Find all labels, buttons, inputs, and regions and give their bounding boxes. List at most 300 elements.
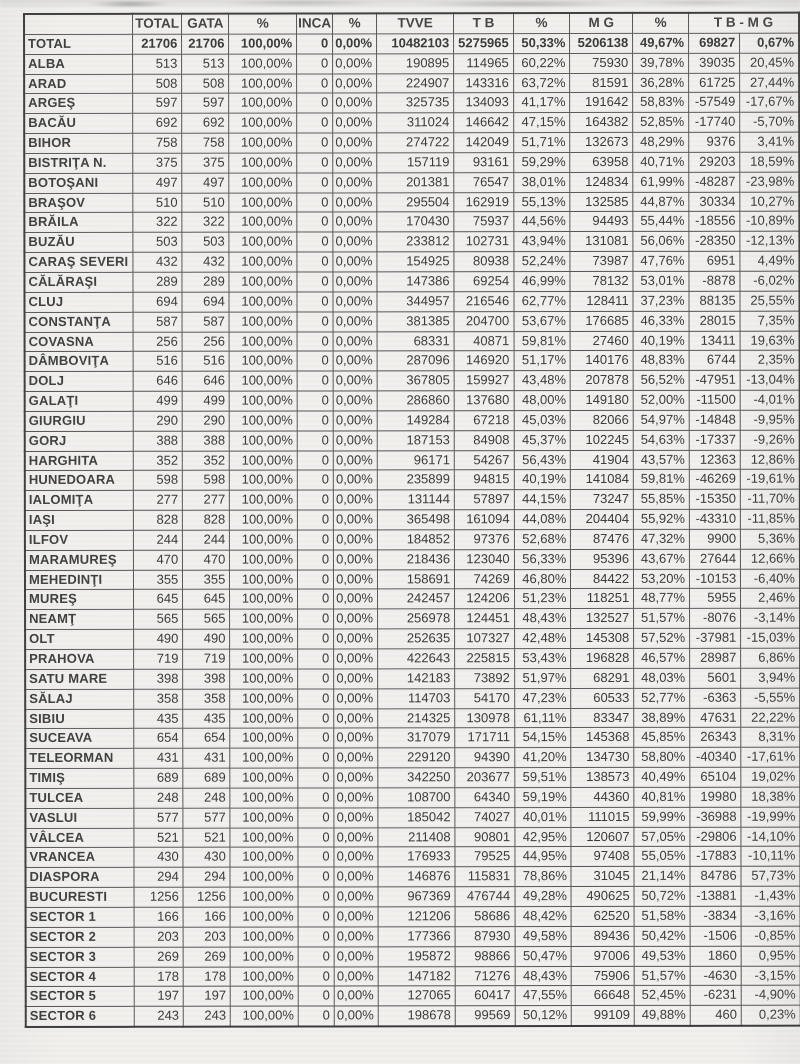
cell: 142049	[454, 133, 514, 153]
cell: 93161	[454, 153, 514, 173]
cell: 127065	[378, 986, 455, 1006]
cell: 229120	[378, 748, 455, 768]
cell: -10153	[690, 569, 741, 589]
cell: 99109	[572, 1006, 635, 1026]
cell: 497	[182, 173, 229, 193]
cell: 587	[182, 312, 229, 332]
cell: 0,00%	[334, 1006, 378, 1026]
cell: 100,00%	[230, 510, 298, 530]
cell: 0,00%	[334, 748, 378, 768]
cell: 38,01%	[513, 172, 570, 192]
table-row	[25, 390, 800, 411]
cell: 36,28%	[633, 73, 689, 93]
cell: 132585	[570, 192, 633, 212]
cell: -1506	[690, 926, 741, 946]
row-label: SĂLAJ	[25, 689, 133, 709]
cell: 100,00%	[229, 292, 297, 312]
cell: 0,00%	[334, 629, 378, 649]
table-row	[25, 489, 800, 510]
cell: 277	[133, 490, 182, 510]
cell: 40,19%	[633, 331, 689, 351]
row-label: HARGHITA	[25, 451, 133, 471]
cell: 37,23%	[633, 291, 689, 311]
cell: 49,53%	[634, 946, 690, 966]
cell: 100,00%	[230, 470, 298, 490]
row-label: SECTOR 3	[26, 947, 134, 967]
cell: 55,05%	[634, 847, 690, 867]
cell: 503	[182, 232, 229, 252]
cell: 12,66%	[741, 549, 800, 569]
cell: 58686	[455, 907, 515, 927]
cell: 60533	[571, 688, 634, 708]
cell: 39035	[689, 53, 740, 73]
cell: -40340	[690, 747, 741, 767]
cell: 398	[134, 669, 183, 689]
cell: 52,00%	[633, 390, 689, 410]
cell: 645	[183, 590, 230, 610]
cell: 100,00%	[230, 530, 298, 550]
cell: -17883	[690, 847, 741, 867]
cell: 43,67%	[634, 549, 690, 569]
cell: -14848	[689, 410, 740, 430]
cell: 5,36%	[741, 529, 800, 549]
row-label: BUZĂU	[24, 233, 132, 253]
row-label: MEHEDINŢI	[25, 570, 133, 590]
cell: 120607	[571, 827, 634, 847]
cell: 159927	[454, 371, 514, 391]
cell: 100,00%	[229, 133, 297, 153]
cell: 60,22%	[513, 53, 570, 73]
cell: 78,86%	[515, 867, 572, 887]
cell: 0,00%	[333, 312, 377, 332]
cell: 132673	[570, 132, 633, 152]
cell: 352	[183, 451, 230, 471]
cell: 75930	[570, 53, 633, 73]
cell: 31045	[571, 867, 634, 887]
cell: 128411	[570, 291, 633, 311]
table-row	[24, 271, 799, 292]
cell: 0,00%	[334, 570, 378, 590]
row-label: PRAHOVA	[25, 649, 133, 669]
cell: 147182	[378, 966, 455, 986]
cell: 59,51%	[515, 768, 572, 788]
cell: -28350	[689, 232, 740, 252]
cell: 145308	[571, 629, 634, 649]
cell: 141084	[571, 470, 634, 490]
cell: 123040	[455, 549, 515, 569]
cell: 51,17%	[514, 351, 571, 371]
row-label: BUCURESTI	[26, 887, 134, 907]
cell: 55,92%	[634, 509, 690, 529]
cell: 68291	[571, 668, 634, 688]
cell: 50,33%	[513, 33, 570, 53]
cell: 758	[182, 133, 229, 153]
row-label: COVASNA	[25, 332, 133, 352]
cell: 177366	[378, 927, 455, 947]
cell: -13881	[690, 886, 741, 906]
table-row	[25, 410, 800, 431]
cell: 130978	[455, 708, 515, 728]
cell: 294	[183, 867, 230, 887]
cell: 294	[134, 868, 183, 888]
cell: 7,35%	[740, 311, 799, 331]
row-label: OLT	[25, 629, 133, 649]
table-row	[26, 926, 800, 947]
row-label: SECTOR 4	[26, 967, 134, 987]
cell: 248	[183, 788, 230, 808]
cell: 0,00%	[333, 133, 377, 153]
table-row	[25, 470, 800, 491]
cell: 68331	[377, 331, 454, 351]
cell: 40,71%	[633, 152, 689, 172]
cell: 12363	[689, 450, 740, 470]
cell: 132527	[571, 609, 634, 629]
cell: 48,03%	[634, 668, 690, 688]
cell: 89436	[571, 926, 634, 946]
table-row	[24, 112, 799, 133]
cell: 44,95%	[515, 847, 572, 867]
table-row	[25, 350, 800, 371]
cell: 146642	[454, 113, 514, 133]
cell: 0,00%	[333, 192, 377, 212]
cell: -4630	[690, 966, 741, 986]
cell: 0	[297, 173, 333, 193]
cell: 45,85%	[634, 728, 690, 748]
cell: 47,32%	[634, 529, 690, 549]
cell: 54267	[454, 450, 514, 470]
cell: 0	[298, 589, 334, 609]
cell: 0,00%	[334, 708, 378, 728]
cell: -12,13%	[740, 231, 799, 251]
cell: 0	[298, 966, 334, 986]
cell: 55,85%	[634, 490, 690, 510]
cell: 97408	[571, 847, 634, 867]
row-label: SIBIU	[25, 709, 133, 729]
cell: 114965	[454, 53, 514, 73]
cell: 587	[133, 312, 182, 332]
cell: 143316	[454, 73, 514, 93]
cell: 242457	[378, 589, 455, 609]
cell: 235899	[377, 470, 454, 490]
cell: 28015	[689, 311, 740, 331]
cell: 225815	[455, 649, 515, 669]
cell: 52,45%	[634, 986, 690, 1006]
cell: -17,67%	[740, 93, 799, 113]
cell: 59,19%	[515, 787, 572, 807]
table-row	[24, 192, 799, 213]
cell: 43,57%	[633, 450, 689, 470]
cell: 322	[133, 213, 182, 233]
cell: 0	[298, 669, 334, 689]
cell: 0	[297, 153, 333, 173]
cell: 166	[134, 907, 183, 927]
cell: 577	[134, 808, 183, 828]
cell: -3,14%	[741, 608, 800, 628]
row-label: DÂMBOVIŢA	[25, 352, 133, 372]
cell: 41,20%	[514, 748, 571, 768]
cell: 84908	[454, 430, 514, 450]
cell: -6,02%	[740, 271, 799, 291]
cell: 162919	[454, 192, 514, 212]
cell: 100,00%	[230, 431, 298, 451]
cell: 0,00%	[334, 609, 378, 629]
cell: 84422	[571, 569, 634, 589]
cell: 0	[298, 986, 334, 1006]
cell: 61,11%	[514, 708, 571, 728]
cell: 0,23%	[741, 1005, 800, 1025]
cell: 0,00%	[333, 351, 377, 371]
cell: -36988	[690, 807, 741, 827]
row-label: DIASPORA	[25, 868, 133, 888]
table-row	[25, 847, 800, 868]
cell: 97376	[455, 530, 515, 550]
cell: 87476	[571, 529, 634, 549]
cell: -10,89%	[740, 212, 799, 232]
row-label: BRAŞOV	[24, 193, 132, 213]
cell: -6231	[690, 986, 741, 1006]
cell: 0	[297, 93, 333, 113]
cell: 41904	[571, 450, 634, 470]
cell: 100,00%	[230, 847, 298, 867]
cell: -1,43%	[741, 886, 800, 906]
row-label: ALBA	[24, 54, 132, 74]
cell: 0	[297, 272, 333, 292]
cell: 0	[298, 768, 334, 788]
cell: 59,81%	[633, 470, 689, 490]
cell: 499	[133, 391, 182, 411]
cell: 90801	[455, 827, 515, 847]
cell: 1860	[690, 946, 741, 966]
cell: 10,27%	[740, 192, 799, 212]
table-row	[25, 430, 800, 451]
cell: 0,00%	[334, 589, 378, 609]
header-cell-total: TOTAL	[132, 14, 181, 34]
cell: 0,00%	[334, 788, 378, 808]
cell: 100,00%	[230, 451, 298, 471]
cell: 42,95%	[515, 827, 572, 847]
cell: 55,13%	[514, 192, 571, 212]
cell: 325735	[377, 93, 454, 113]
cell: 51,97%	[514, 668, 571, 688]
row-label: GIURGIU	[25, 411, 133, 431]
header-cell-tb-mg: T B - M G	[689, 13, 799, 34]
cell: 244	[133, 530, 182, 550]
header-cell-inca: INCA	[297, 13, 333, 33]
row-label: CLUJ	[24, 292, 132, 312]
row-label: BACĂU	[24, 114, 132, 134]
cell: 100,00%	[229, 351, 297, 371]
cell: 233812	[377, 232, 454, 252]
cell: 134730	[571, 748, 634, 768]
cell: 0	[298, 570, 334, 590]
row-label: SECTOR 1	[26, 907, 134, 927]
cell: 256	[182, 332, 229, 352]
cell: 45,03%	[514, 410, 571, 430]
cell: 100,00%	[230, 828, 298, 848]
cell: 100,00%	[230, 371, 298, 391]
row-label: CONSTANŢA	[25, 312, 133, 332]
cell: 43,94%	[514, 232, 571, 252]
cell: 100,00%	[230, 788, 298, 808]
cell: 171711	[455, 728, 515, 748]
cell: 0,00%	[333, 153, 377, 173]
cell: 274722	[377, 133, 454, 153]
cell: 138573	[571, 767, 634, 787]
cell: 100,00%	[230, 728, 298, 748]
cell: -3,16%	[741, 906, 800, 926]
cell: 0,00%	[334, 550, 378, 570]
cell: 0,00%	[334, 947, 378, 967]
cell: 18,38%	[741, 787, 800, 807]
cell: 100,00%	[231, 947, 299, 967]
table-row	[26, 886, 800, 907]
cell: 48,83%	[633, 351, 689, 371]
cell: 355	[133, 570, 182, 590]
cell: 211408	[378, 827, 455, 847]
cell: 0,00%	[333, 371, 377, 391]
cell: 9900	[689, 529, 740, 549]
cell: 0	[297, 292, 333, 312]
cell: -57549	[689, 93, 740, 113]
cell: 4,49%	[740, 251, 799, 271]
table-row	[25, 509, 800, 530]
cell: 54,63%	[633, 430, 689, 450]
cell: 510	[133, 193, 182, 213]
cell: 521	[134, 828, 183, 848]
cell: 100,00%	[229, 173, 297, 193]
cell: 41,17%	[513, 93, 570, 113]
cell: 0,00%	[333, 292, 377, 312]
cell: 290	[182, 411, 229, 431]
cell: 503	[133, 233, 182, 253]
cell: 12,86%	[740, 450, 799, 470]
cell: 0,00%	[334, 510, 378, 530]
cell: 692	[133, 113, 182, 133]
cell: -17337	[689, 430, 740, 450]
header-cell-pct3: %	[513, 13, 570, 33]
cell: 157119	[377, 153, 454, 173]
row-label: GORJ	[25, 431, 133, 451]
cell: -3,15%	[741, 966, 800, 986]
row-label: VÂLCEA	[25, 828, 133, 848]
cell: 100,00%	[229, 93, 297, 113]
table-row	[25, 708, 800, 729]
cell: 59,29%	[513, 152, 570, 172]
cell: 375	[182, 153, 229, 173]
cell: 79525	[455, 847, 515, 867]
cell: -6363	[690, 688, 741, 708]
cell: 388	[133, 431, 182, 451]
cell: 0,00%	[334, 966, 378, 986]
cell: -17,61%	[741, 747, 800, 767]
cell: 204404	[571, 510, 634, 530]
cell: 100,00%	[229, 153, 297, 173]
cell: 201381	[377, 172, 454, 192]
cell: 470	[133, 550, 182, 570]
cell: 0,00%	[334, 887, 378, 907]
cell: -8076	[690, 609, 741, 629]
cell: 49,67%	[633, 33, 689, 53]
header-row	[24, 13, 799, 35]
cell: 218436	[377, 550, 454, 570]
cell: 8,31%	[741, 728, 800, 748]
table-row	[26, 985, 800, 1006]
cell: 289	[133, 272, 182, 292]
cell: 0,00%	[334, 808, 378, 828]
cell: 0	[297, 193, 333, 213]
cell: 577	[183, 808, 230, 828]
table-row	[25, 728, 800, 749]
cell: 430	[134, 848, 183, 868]
cell: 0	[297, 451, 333, 471]
cell: 367805	[377, 371, 454, 391]
cell: 654	[183, 729, 230, 749]
cell: 6,86%	[741, 648, 800, 668]
row-label: GALAŢI	[25, 391, 133, 411]
cell: 46,80%	[514, 569, 571, 589]
cell: 49,58%	[515, 926, 572, 946]
cell: 74269	[455, 569, 515, 589]
cell: 342250	[378, 768, 455, 788]
cell: 0	[297, 212, 333, 232]
table-row	[25, 807, 800, 828]
cell: 49,28%	[515, 887, 572, 907]
cell: 20,45%	[740, 53, 799, 73]
row-label: TELEORMAN	[25, 749, 133, 769]
cell: -9,26%	[740, 430, 799, 450]
table-row	[24, 73, 799, 94]
cell: 269	[134, 947, 183, 967]
cell: 375	[133, 153, 182, 173]
table-row	[26, 1005, 800, 1027]
cell: 689	[183, 768, 230, 788]
table-row	[25, 747, 800, 768]
cell: 694	[182, 292, 229, 312]
table-row	[26, 946, 800, 967]
cell: 147386	[377, 272, 454, 292]
header-cell-tvve: TVVE	[377, 13, 454, 33]
cell: 88135	[689, 291, 740, 311]
cell: 224907	[377, 73, 454, 93]
table-row	[25, 569, 800, 590]
cell: 21706	[182, 34, 229, 54]
table-row	[25, 549, 800, 570]
cell: 69254	[454, 272, 514, 292]
cell: 190895	[377, 53, 454, 73]
cell: -15,03%	[741, 628, 800, 648]
row-label: MUREŞ	[25, 590, 133, 610]
header-cell-pct1: %	[229, 14, 297, 34]
table-row	[24, 251, 799, 272]
cell: 44,56%	[514, 212, 571, 232]
cell: 100,00%	[229, 74, 297, 94]
cell: 52,85%	[633, 113, 689, 133]
row-label: DOLJ	[25, 371, 133, 391]
cell: 100,00%	[230, 748, 298, 768]
cell: 61725	[689, 73, 740, 93]
cell: 0,00%	[333, 34, 377, 54]
cell: 57,05%	[634, 827, 690, 847]
cell: 0	[298, 887, 334, 907]
cell: 0,00%	[333, 93, 377, 113]
cell: 22,22%	[741, 708, 800, 728]
cell: 100,00%	[231, 986, 299, 1006]
cell: 65104	[690, 767, 741, 787]
cell: 244	[183, 530, 230, 550]
row-label: CĂLĂRAŞI	[24, 272, 132, 292]
cell: 0,00%	[334, 728, 378, 748]
table-row	[24, 212, 799, 233]
